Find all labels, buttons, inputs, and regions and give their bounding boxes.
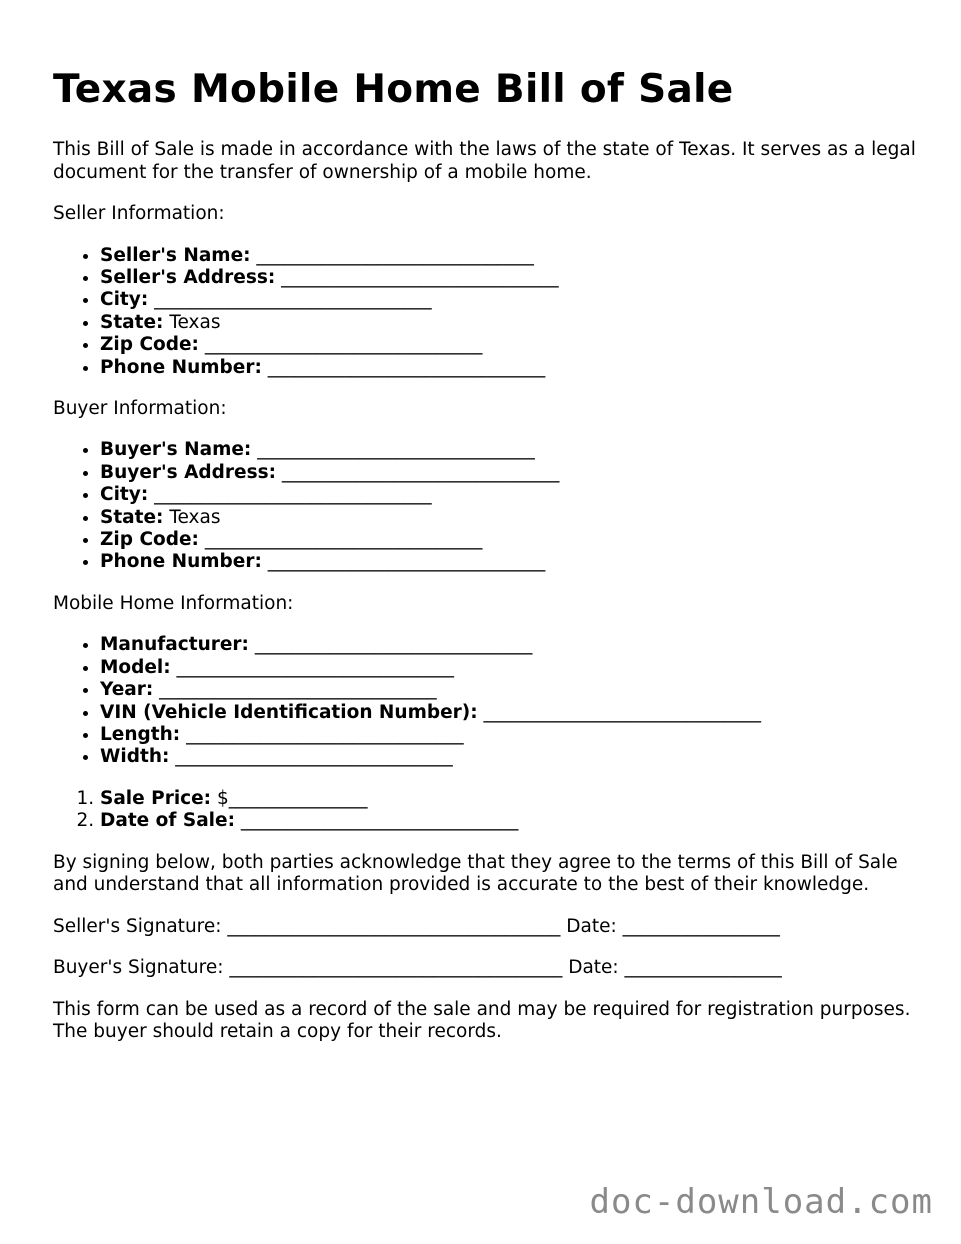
field-blank: ______________________________: [267, 551, 546, 573]
field-label: Manufacturer:: [100, 634, 249, 656]
field-blank: ______________________________: [281, 266, 559, 288]
field-label: Date of Sale:: [100, 810, 235, 832]
seller-section-heading: Seller Information:: [53, 203, 225, 224]
field-label: Sale Price:: [100, 787, 212, 809]
document-title: Texas Mobile Home Bill of Sale: [53, 67, 734, 112]
field-label: Seller's Address:: [100, 266, 276, 288]
field-blank: ______________________________: [154, 289, 432, 311]
manufacturer-field: [100, 634, 933, 656]
mobile-home-section-heading: Mobile Home Information:: [53, 592, 294, 614]
field-blank: ______________________________: [175, 746, 453, 768]
seller-city-field: [100, 289, 933, 311]
field-label: City:: [100, 484, 149, 506]
buyer-state-field: [100, 507, 933, 529]
buyer-phone-field: [100, 551, 933, 573]
buyer-signature-line: Buyer's Signature: ____________________________________ Date: _________________: [53, 957, 782, 979]
field-blank: ______________________________: [256, 244, 534, 266]
seller-signature-line: Seller's Signature: ____________________________________ Date: _________________: [53, 915, 780, 937]
field-label: State:: [100, 311, 164, 333]
buyer-address-field: [100, 462, 933, 484]
field-label: Zip Code:: [100, 529, 199, 551]
field-blank: ______________________________: [281, 461, 560, 483]
buyer-city-field: [100, 484, 933, 506]
mobile-home-fields-list: [53, 634, 933, 768]
sale-fields-list: [53, 788, 933, 833]
date-of-sale-field: [100, 810, 933, 832]
field-label: VIN (Vehicle Identification Number):: [100, 701, 478, 723]
field-blank: ______________________________: [186, 724, 464, 745]
field-blank: ______________________________: [204, 529, 483, 551]
seller-state-field: [100, 312, 933, 334]
field-label: Zip Code:: [100, 334, 199, 356]
vin-field: [100, 702, 933, 724]
field-value: Texas: [169, 311, 221, 333]
seller-address-field: [100, 267, 933, 289]
sale-price-field: [100, 788, 933, 810]
acknowledgement-paragraph: By signing below, both parties acknowledge that they agree to the terms of this Bill of Sale and understand that all information provided is accurate to the best of their knowledge.: [53, 851, 898, 896]
field-label: Model:: [100, 656, 171, 678]
field-label: Length:: [100, 724, 181, 745]
field-label: Seller's Name:: [100, 244, 251, 266]
buyer-section-heading: Buyer Information:: [53, 397, 227, 419]
field-label: Buyer's Name:: [100, 439, 252, 461]
field-blank: ______________________________: [267, 356, 546, 378]
width-field: [100, 746, 933, 768]
watermark: doc-download.com: [589, 1182, 933, 1222]
field-blank: ______________________________: [254, 634, 533, 656]
field-label: Phone Number:: [100, 356, 262, 378]
field-blank: $_______________: [216, 787, 368, 809]
model-field: [100, 657, 933, 679]
buyer-zip-field: [100, 529, 933, 551]
field-label: Width:: [100, 746, 170, 768]
footer-note: This form can be used as a record of the sale and may be required for registration purposes. The buyer should retain a copy for their records.: [53, 998, 911, 1043]
document-page: [53, 60, 933, 1044]
field-value: Texas: [169, 506, 221, 528]
field-blank: ______________________________: [176, 656, 455, 678]
field-blank: ______________________________: [257, 439, 535, 461]
field-blank: ______________________________: [159, 679, 437, 701]
field-blank: ______________________________: [154, 484, 432, 506]
field-label: Year:: [100, 679, 154, 701]
field-blank: ______________________________: [204, 334, 483, 356]
field-blank: ______________________________: [483, 701, 762, 723]
field-label: Phone Number:: [100, 551, 262, 573]
seller-fields-list: [53, 245, 933, 379]
seller-zip-field: [100, 334, 933, 356]
field-label: Buyer's Address:: [100, 461, 277, 483]
buyer-fields-list: [53, 439, 933, 573]
year-field: [100, 679, 933, 701]
field-label: State:: [100, 506, 164, 528]
intro-paragraph: This Bill of Sale is made in accordance with the laws of the state of Texas. It serves as a legal document for the transfer of ownership of a mobile home.: [53, 139, 916, 183]
field-blank: ______________________________: [240, 810, 519, 832]
field-label: City:: [100, 289, 149, 311]
seller-phone-field: [100, 357, 933, 379]
seller-name-field: [100, 245, 933, 267]
buyer-name-field: [100, 439, 933, 461]
length-field: [100, 724, 933, 746]
